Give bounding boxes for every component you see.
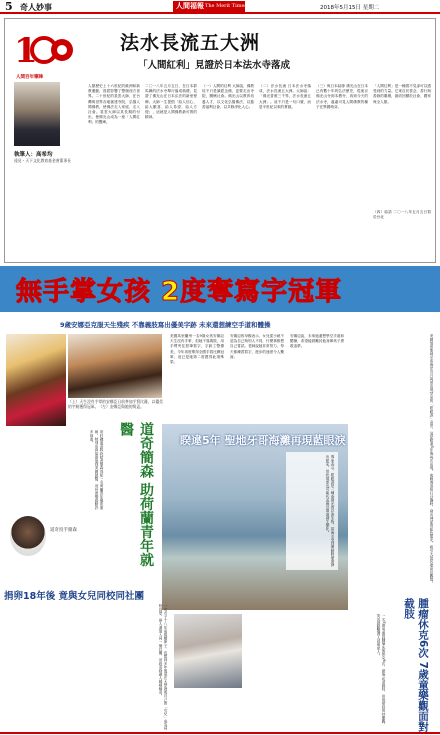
article-column: （三）與日本結緣 佛光山在日本已有數十年的弘法歷史，從東京佛光山寺到本栖寺，再到今天的法水寺，處處可見人間佛教的種子在異國萌芽。 bbox=[316, 84, 368, 109]
bottom-left-headline: 捐卵18年後 竟與女兒同校同社團 bbox=[4, 591, 145, 602]
baseball-player-photo bbox=[10, 516, 46, 556]
article-column: （一）人間的紅利 大師說，佛教徒不只是讀經念佛，更要走出寺院，關懷社會。佛光山以教育培養人才，以文化弘揚佛法，以慈善福利社會，以共修淨化人心。 bbox=[202, 84, 254, 109]
logo-text: 人間福報 bbox=[176, 2, 204, 10]
girl-writing-photo bbox=[68, 334, 162, 398]
top-headline: 法水長流五大洲 bbox=[120, 32, 261, 54]
green-headline: 道奇簡森 助荷蘭青年就醫 bbox=[118, 422, 154, 567]
century-logo-icon bbox=[14, 30, 74, 70]
bottom-right-headline: 腫瘤休克6次 7歲童樂觀面對截肢 bbox=[403, 598, 429, 732]
wave-headline: 睽違5年 聖地牙哥海灘再現藍眼淚 bbox=[180, 434, 346, 447]
wave-article-box: 專家表示，藍眼淚是一種會發光的浮游生物，當海水受到擾動時便會發出藍光，但此現象也可能代表海洋環境發生變化。 bbox=[286, 452, 338, 570]
article-column-vertical: 美國加州聖地牙哥海岸近日再度出現罕見的「藍眼淚」奇景，這是睽違5年後再次出現。夜晚海浪拍打沙灘時，發出神祕的藍色螢光，吸引大批民眾前往觀賞。 bbox=[430, 334, 434, 585]
author-bio: 遠見・天下文化教育基金會董事長 bbox=[14, 158, 71, 163]
svg-text:1: 1 bbox=[14, 31, 38, 70]
author-photo bbox=[14, 82, 60, 146]
footer-rule bbox=[0, 732, 440, 734]
baseball-photo-label: 道奇投手簡森 bbox=[50, 528, 77, 533]
child-wheelchair-photo bbox=[174, 614, 242, 688]
article-column: 美國馬里蘭州一名9歲女孩安娜亞天生沒有手掌，但她不靠義肢，用手臂夾住鉛筆寫字，字跡工整優美，今年再度奪得全國手寫比賽冠軍，這已是她第二度獲得此項殊榮。 bbox=[170, 334, 224, 365]
top-subhead: 「人間紅利」見證於日本法水寺落成 bbox=[138, 60, 291, 71]
century-logo-caption: 人間百年筆陣 bbox=[16, 75, 43, 80]
article-column: 「人間紅利」是一種看不見卻可以感受到的力量。它來自於善念、善行與善緣的累積，最終回饋於社會、國家與全人類。 bbox=[373, 84, 431, 104]
banner-subhead: 9歲安娜亞克服天生殘疾 不靠義肢寫出優美字跡 未來還想練空手道和體操 bbox=[60, 321, 271, 329]
girl-trophy-photo bbox=[6, 334, 66, 426]
issue-date: 2018年5月15日 星期二 bbox=[320, 5, 380, 11]
article-column-vertical: 洛杉磯道奇隊終結者簡森得知一名荷蘭青年罹患重病，特別出資協助他到美國就醫，這份善舉感動許多球迷。 bbox=[90, 430, 104, 510]
article-column: （四）結語 二〇一八年五月五日寫於台北 bbox=[373, 210, 431, 220]
author-label: 執筆人：高希均 bbox=[14, 152, 53, 158]
article-column-vertical: 一名7歲男童因腫瘤先後休克6次，最後必須截肢，但他始終保持樂觀，笑容感動醫護人員與家人。 bbox=[377, 614, 386, 727]
banner-headline: 無手掌女孩 2度奪寫字冠軍 bbox=[16, 277, 343, 307]
logo-subtitle: The Merit Times bbox=[205, 3, 247, 9]
article-column: 二〇一八年五月五日，在日本群馬縣的法水寺舉行落成典禮，見證了佛光山在日本弘法的新里程碑。大師一生提倡「給人信心、給人歡喜、給人希望、給人方便」，這就是人間佛教最可貴的精神。 bbox=[145, 84, 197, 120]
article-column: 安娜亞的母親表示，女兒從小就不認為自己與別人不同，什麼事都想自己嘗試。老師說她非常努力，每天都練習寫字，進步的速度令人驚訝。 bbox=[230, 334, 284, 359]
page-number: 5 bbox=[5, 0, 13, 13]
article-column: （二）法水長流 日本法水寺落成，法水長流五大洲。大師說：「佛光普照三千界，法水長流五大洲」。這不只是一句口號，而是半世紀以來的實踐。 bbox=[259, 84, 311, 109]
photo-caption: （上）天生沒有手掌的安娜亞日前參加手寫比賽，以優美的字跡獲得冠軍。（左）安娜亞與她的獎盃。 bbox=[68, 399, 163, 409]
section-title: 奇人妙事 bbox=[20, 3, 52, 12]
article-column: 人類歷史上十六世紀的歐洲和新教運動，曾經影響了整個西方世界。二十世紀的星雲大師，在台灣與世界各地創建寺院，弘揚人間佛教，使佛法走入家庭、走入社會。星雲大師以其長期的付出，使佛光山成為一座「人間紅利」的寶庫。 bbox=[88, 84, 140, 125]
article-column: 安娜亞說，未來她還想學空手道和體操，希望能鼓勵其他身障孩子勇敢追夢。 bbox=[290, 334, 344, 349]
article-column-vertical: 一名女子十八年前捐贈卵子，沒想到多年後竟在大學裡與自己的「女兒」成為同校同學，兩人還加入同一個社團，這段奇緣讓人嘖嘖稱奇。 bbox=[159, 604, 168, 730]
